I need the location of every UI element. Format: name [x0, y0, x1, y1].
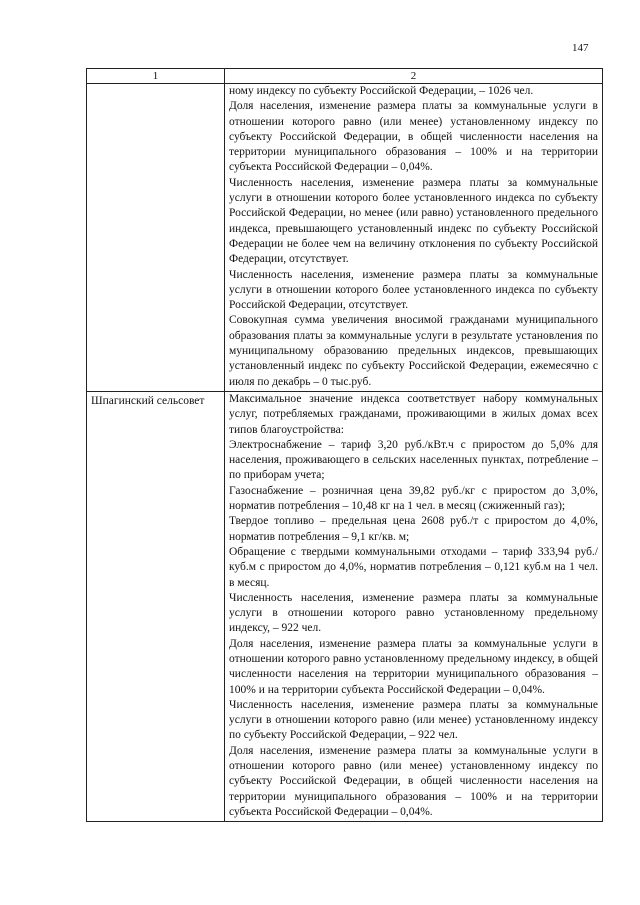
paragraph: Численность населения, изменение размера платы за коммунальные услуги в отношении которого равно установленному предельному индексу, – 922 чел.	[229, 591, 598, 635]
municipality-name-cell	[87, 84, 225, 392]
column-header-1: 1	[87, 69, 225, 84]
table-row	[87, 84, 603, 392]
description-cell	[225, 84, 603, 392]
paragraph: Газоснабжение – розничная цена 39,82 руб./кг с приростом до 3,0%, норматив потребления – 10,48 кг на 1 чел. в месяц (сжиженный газ);	[229, 484, 598, 513]
municipality-name-cell: Шпагинский сельсовет	[87, 391, 225, 821]
table-row	[87, 391, 603, 821]
page-number: 147	[572, 42, 589, 54]
paragraph: Численность населения, изменение размера платы за коммунальные услуги в отношении которого более установленного индекса по субъекту Российской Федерации, но менее (или равно) установленного предельного индекса, превышающего установленный индекс по субъекту Российской Федерации не более чем на величину отклонения по субъекту Российской Федерации, отсутствует.	[229, 176, 598, 266]
paragraph: Максимальное значение индекса соответствует набору коммунальных услуг, потребляемых гражданами, проживающими в жилых домах всех типов благоустройства:	[229, 392, 598, 436]
paragraph: Твердое топливо – предельная цена 2608 руб./т с приростом до 4,0%, норматив потребления – 9,1 кг/кв. м;	[229, 515, 598, 543]
column-header-2: 2	[225, 69, 603, 84]
paragraph: Доля населения, изменение размера платы за коммунальные услуги в отношении которого равно (или менее) установленному индексу по субъекту Российской Федерации, в общей численности населения на территории муниципального образования – 100% и на территории субъекта Российской Федерации – 0,04%.	[229, 100, 598, 174]
paragraph: ному индексу по субъекту Российской Федерации, – 1026 чел.	[229, 85, 534, 97]
paragraph: Обращение с твердыми коммунальными отходами – тариф 333,94 руб./куб.м с приростом до 4,0%, норматив потребления – 0,121 куб.м на 1 чел. в месяц.	[229, 545, 598, 589]
paragraph: Доля населения, изменение размера платы за коммунальные услуги в отношении которого равно установленному предельному индексу, в общей численности населения на территории муниципального образования – 100% и на территории субъекта Российской Федерации – 0,04%.	[229, 637, 598, 696]
paragraph: Электроснабжение – тариф 3,20 руб./кВт.ч с приростом до 5,0% для населения, проживающего в сельских населенных пунктах, потребление – по приборам учета;	[229, 438, 598, 482]
paragraph: Численность населения, изменение размера платы за коммунальные услуги в отношении которого более установленного индекса по субъекту Российской Федерации, отсутствует.	[229, 268, 598, 312]
description-cell	[225, 391, 603, 821]
table-header-row	[87, 69, 603, 84]
paragraph: Доля населения, изменение размера платы за коммунальные услуги в отношении которого равно (или менее) установленному индексу по субъекту Российской Федерации, в общей численности населения на территории муниципального образования – 100% и на территории субъекта Российской Федерации – 0,04%.	[229, 744, 598, 818]
document-table	[86, 68, 603, 822]
paragraph: Совокупная сумма увеличения вносимой гражданами муниципального образования платы за коммунальные услуги в результате установления по муниципальному образованию предельных индексов, превышающих установленный индекс по субъекту Российской Федерации, ежемесячно с июля по декабрь – 0 тыс.руб.	[229, 314, 598, 388]
paragraph: Численность населения, изменение размера платы за коммунальные услуги в отношении которого равно (или менее) установленному индексу по субъекту Российской Федерации, – 922 чел.	[229, 698, 598, 742]
